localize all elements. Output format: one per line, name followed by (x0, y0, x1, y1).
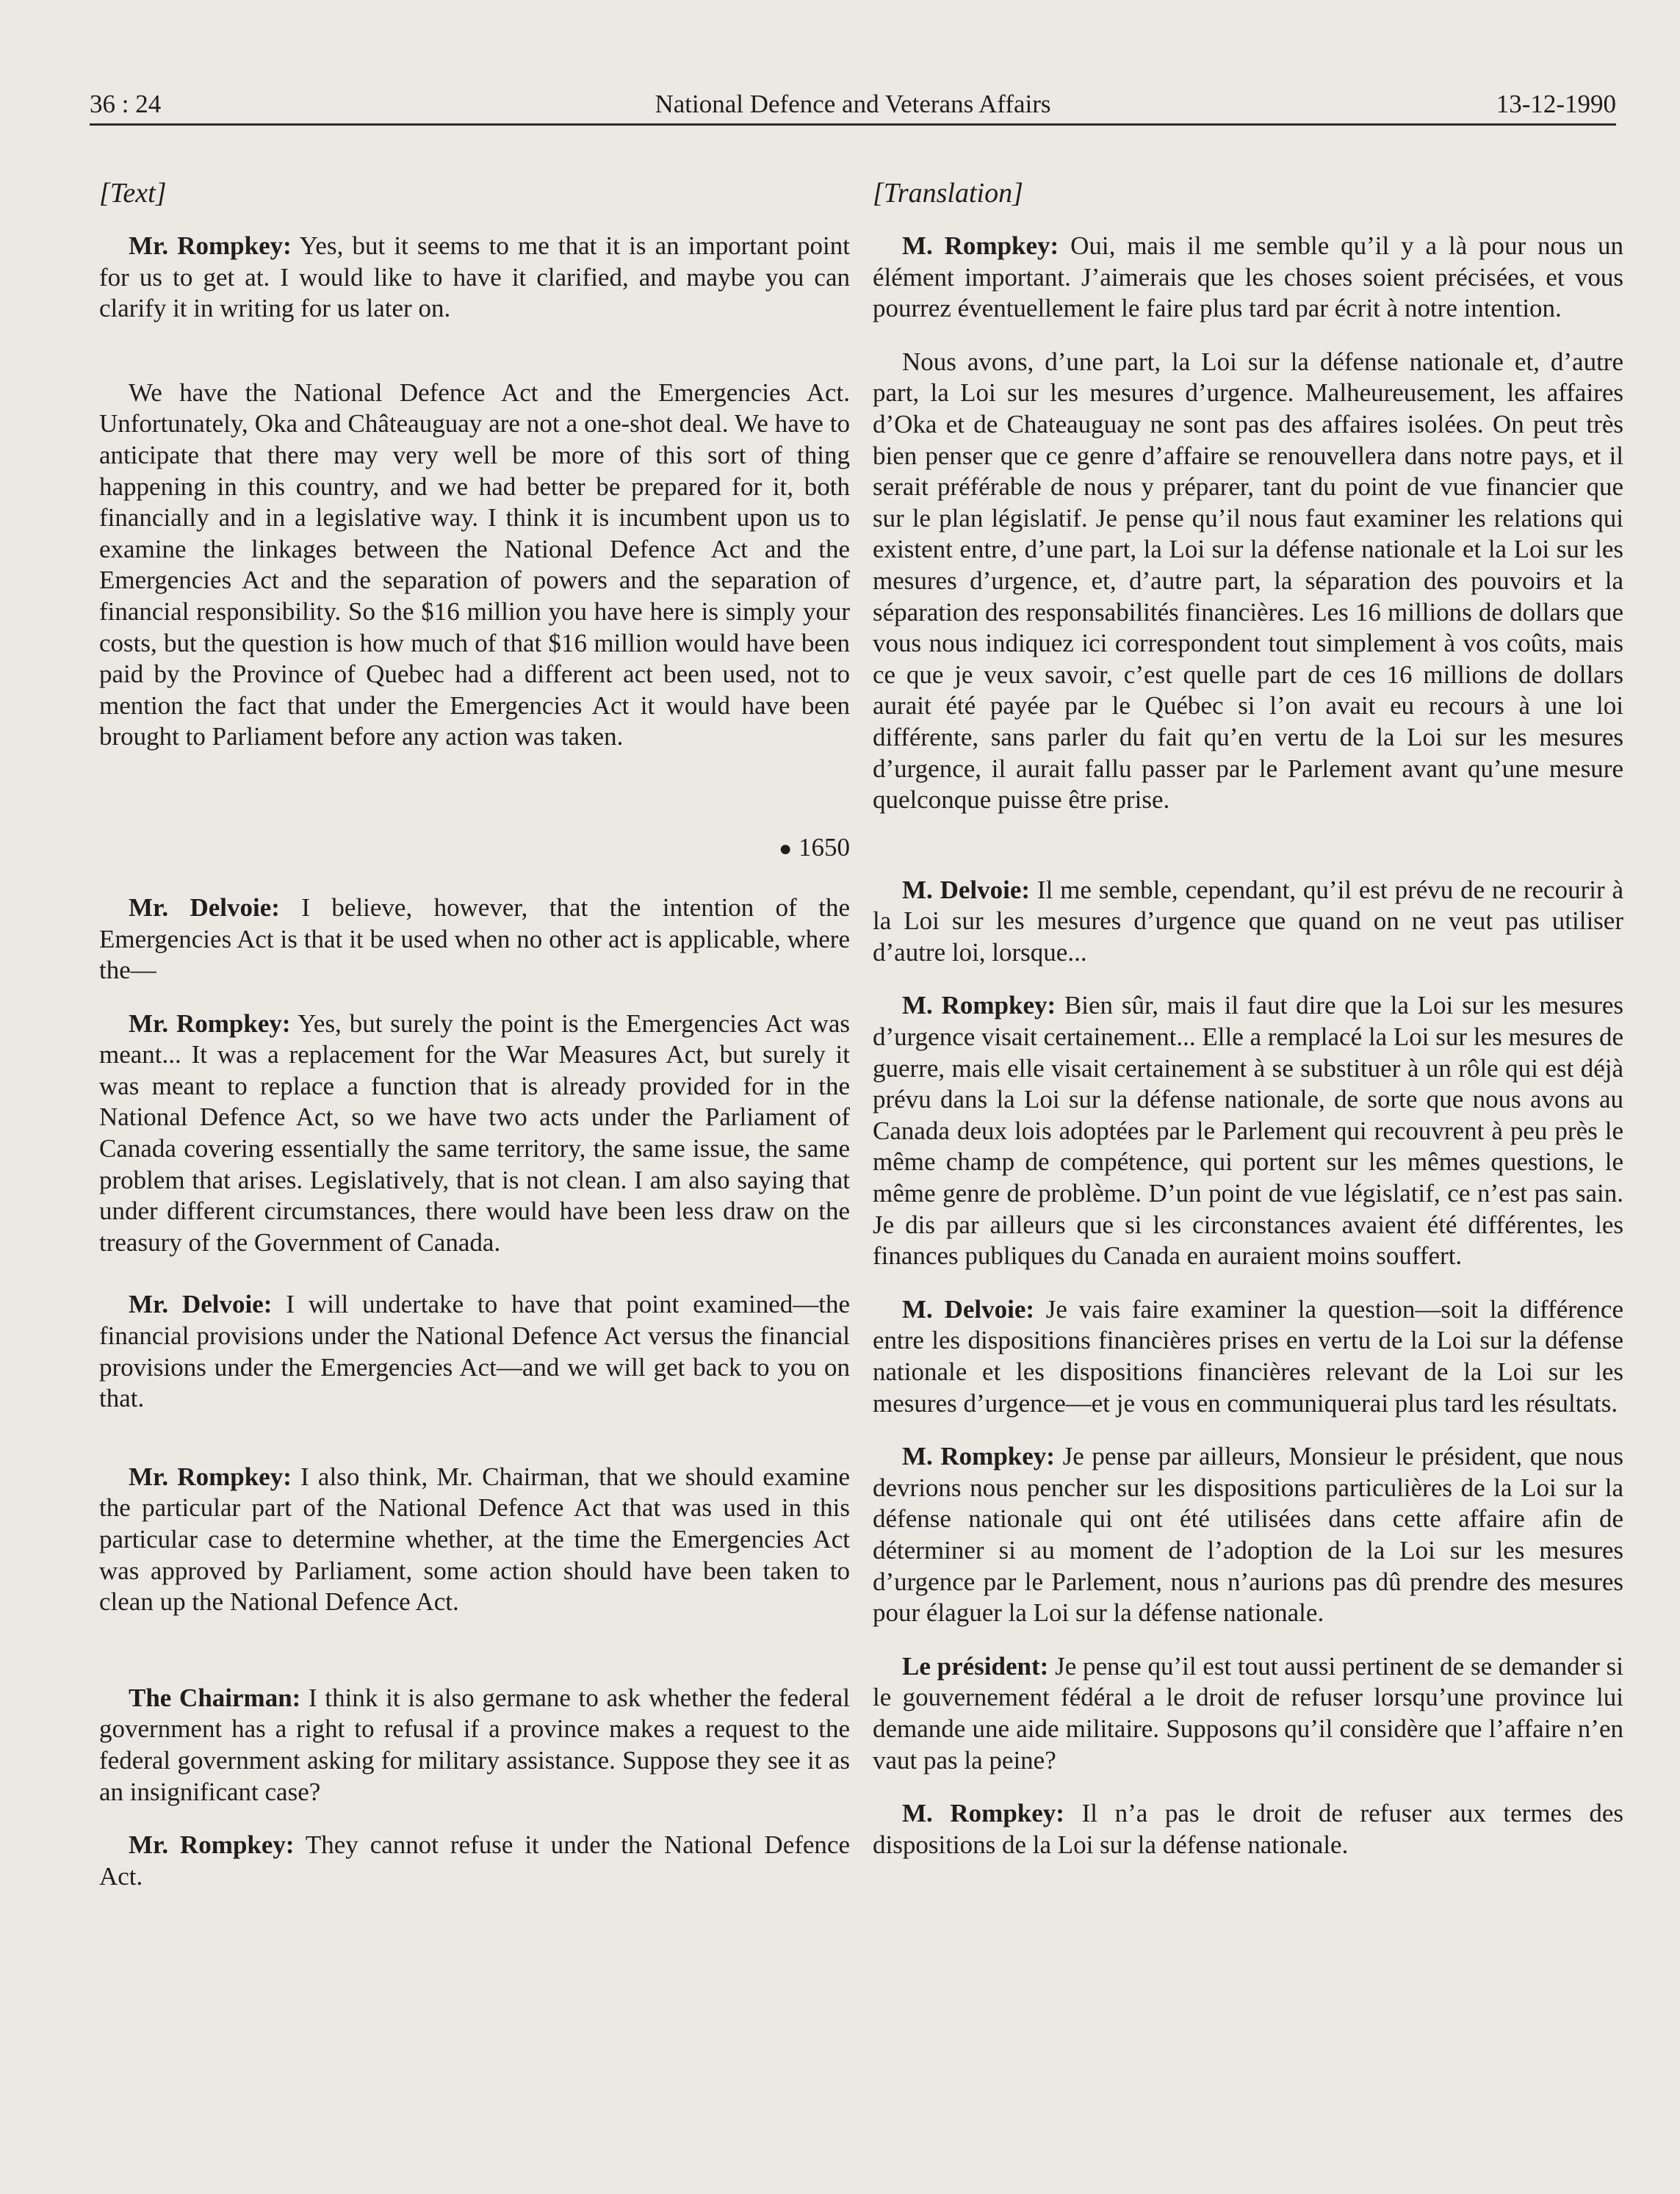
page-header (90, 87, 1616, 126)
paragraph (99, 1830, 850, 1892)
speaker-name: Mr. Rompkey: (129, 1830, 295, 1860)
speaker-name: Mr. Delvoie: (129, 892, 280, 922)
speaker-name: M. Delvoie: (902, 1294, 1035, 1324)
speech-text: Je vais faire examiner la question—soit la différence entre les dispositions financières prises en vertu de la Loi sur la défense nationale et les dispositions financières relevant de la Loi sur les mesures d’urgence—et je vous en communiquerai plus tard les résultats. (873, 1294, 1623, 1418)
speech-text: Il me semble, cependant, qu’il est prévu de ne recourir à la Loi sur les mesures d’urgence que quand on ne veut pas utiliser d’autre loi, lorsque... (873, 875, 1623, 967)
speech-text: I think it is also germane to ask whether the federal government has a right to refusal if a province makes a request to the federal government asking for military assistance. Suppose they see it as an insignificant case? (99, 1683, 850, 1806)
paragraph (873, 1798, 1623, 1861)
speech-text: Nous avons, d’une part, la Loi sur la défense nationale et, d’autre part, la Loi sur les mesures d’urgence. Malheureusement, les affaires d’Oka et de Chateauguay ne sont pas des affaires isolées. On peut très bien penser que ce genre d’affaire se renouvellera dans notre pays, et il serait préférable de nous y préparer, tant du point de vue financier que sur le plan législatif. Je pense qu’il nous faut examiner les relations qui existent entre, d’une part, la Loi sur la défense nationale et la Loi sur les mesures d’urgence, et, d’autre part, la séparation des pouvoirs et la séparation des responsabilités financières. Les 16 millions de dollars que vous nous indiquez ici correspondent tout simplement à vos coûts, mais ce que je veux savoir, c’est quelle part de ces 16 millions de dollars aurait été payée par le Québec si l’on avait eu recours à une loi différente, sans parler du fait qu’en vertu de la Loi sur les mesures d’urgence, il aurait fallu passer par le Parlement avant qu’une mesure quelconque puisse être prise. (873, 347, 1623, 815)
speaker-name: Mr. Rompkey: (129, 1462, 292, 1491)
english-column (99, 176, 850, 1914)
header-date: 13-12-1990 (1496, 90, 1616, 118)
paragraph (99, 1289, 850, 1414)
paragraph (873, 1294, 1623, 1419)
running-title: National Defence and Veterans Affairs (655, 90, 1051, 118)
bullet-icon: ● (779, 836, 793, 861)
paragraph (873, 1441, 1623, 1629)
speech-text: Yes, but it seems to me that it is an important point for us to get at. I would like to have it clarified, and maybe you can clarify it in writing for us later on. (99, 231, 850, 323)
paragraph (873, 347, 1623, 816)
time-marker-text: 1650 (798, 832, 850, 862)
column-tag: [Text] (99, 178, 167, 209)
speech-text: Oui, mais il me semble qu’il y a là pour nous un élément important. J’aimerais que les choses soient précisées, et vous pourrez éventuellement le faire plus tard par écrit à notre intention. (873, 231, 1624, 323)
speech-text: Bien sûr, mais il faut dire que la Loi sur les mesures d’urgence visait certainement... Elle a remplacé la Loi sur les mesures de guerre, mais elle visait certainement à se substituer à un rôle qui est déjà prévu dans la Loi sur la défense nationale, de sorte que nous avons au Canada deux lois adoptées par le Parlement qui recouvrent à peu près le même champ de compétence, qui portent sur les mêmes questions, le même genre de problème. D’un point de vue législatif, ce n’est pas sain. Je dis par ailleurs que si les circonstances avaient été différentes, les finances publiques du Canada en auraient moins souffert. (873, 991, 1623, 1271)
paragraph (873, 875, 1623, 969)
paragraph (99, 1462, 850, 1618)
column-tag: [Translation] (873, 178, 1023, 209)
paragraph (99, 231, 850, 325)
time-marker (99, 832, 850, 865)
speaker-name: M. Rompkey: (902, 231, 1059, 260)
paragraph (873, 231, 1623, 325)
speech-text: Je pense par ailleurs, Monsieur le président, que nous devrions nous pencher sur les dispositions particulières de la Loi sur la défense nationale qui ont été utilisées dans cette affaire afin de déterminer si au moment de l’adoption de la Loi sur les mesures d’urgence par le Parlement, nous n’aurions pas dû prendre des mesures pour élaguer la Loi sur la défense nationale. (873, 1442, 1623, 1628)
speaker-name: Mr. Delvoie: (129, 1290, 273, 1319)
speaker-name: The Chairman: (129, 1683, 301, 1712)
speech-text: Il n’a pas le droit de refuser aux termes des dispositions de la Loi sur la défense nationale. (873, 1799, 1623, 1859)
speech-text: We have the National Defence Act and the Emergencies Act. Unfortunately, Oka and Châteauguay are not a one-shot deal. We have to anticipate that there may very well be more of this sort of thing happening in this country, and we had better be prepared for it, both financially and in a legislative way. I think it is incumbent upon us to examine the linkages between the National Defence Act and the Emergencies Act and the separation of powers and the separation of financial responsibility. So the $16 million you have here is simply your costs, but the question is how much of that $16 million would have been paid by the Province of Quebec had a different act been used, not to mention the fact that under the Emergencies Act it would have been brought to Parliament before any action was taken. (99, 378, 850, 751)
french-column (873, 176, 1623, 1883)
paragraph (873, 1651, 1623, 1776)
speech-text: Yes, but surely the point is the Emergencies Act was meant... It was a replacement for the War Measures Act, but surely it was meant to replace a function that is already provided for in the National Defence Act, so we have two acts under the Parliament of Canada covering essentially the same territory, the same issue, the same problem that arises. Legislatively, that is not clean. I am also saying that under different circumstances, there would have been less draw on the treasury of the Government of Canada. (99, 1008, 850, 1257)
speaker-name: M. Rompkey: (902, 991, 1056, 1020)
paragraph (99, 1008, 850, 1259)
speech-text: I will undertake to have that point examined—the financial provisions under the National Defence Act versus the financial provisions under the Emergencies Act—and we will get back to you on that. (99, 1290, 851, 1413)
page-number: 36 : 24 (90, 90, 162, 118)
speech-text: Je pense qu’il est tout aussi pertinent de se demander si le gouvernement fédéral a le droit de refuser lorsqu’une province lui demande une aide militaire. Supposons qu’il considère que l’affaire n’en vaut pas la peine? (873, 1651, 1623, 1775)
speech-text: I believe, however, that the intention of the Emergencies Act is that it be used when no other act is applicable, where the— (99, 892, 850, 985)
speaker-name: Mr. Rompkey: (129, 1008, 291, 1038)
speaker-name: M. Rompkey: (902, 1799, 1064, 1828)
speech-text: They cannot refuse it under the National Defence Act. (99, 1830, 850, 1891)
speech-text: I also think, Mr. Chairman, that we should examine the particular part of the National Defence Act that was used in this particular case to determine whether, at the time the Emergencies Act was approved by Parliament, some action should have been taken to clean up the National Defence Act. (99, 1462, 850, 1617)
speaker-name: M. Rompkey: (902, 1442, 1055, 1471)
paragraph (99, 1683, 850, 1808)
paragraph (99, 892, 850, 986)
speaker-name: M. Delvoie: (902, 875, 1031, 904)
paragraph (99, 378, 850, 753)
speaker-name: Mr. Rompkey: (129, 231, 292, 260)
speaker-name: Le président: (902, 1651, 1049, 1681)
paragraph (873, 990, 1623, 1271)
